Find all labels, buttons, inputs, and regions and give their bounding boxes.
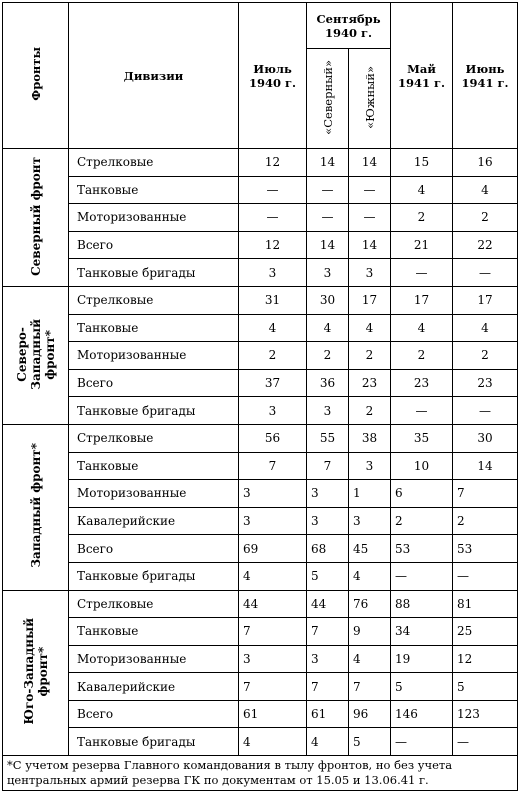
value-cell: 4 <box>453 176 518 204</box>
divisions-table <box>2 2 518 791</box>
value-cell: 3 <box>307 259 349 287</box>
division-type: Стрелковые <box>69 149 239 177</box>
division-type: Всего <box>69 231 239 259</box>
value-cell: — <box>453 259 518 287</box>
table-row <box>3 480 518 508</box>
value-cell: 4 <box>239 314 307 342</box>
table-header <box>3 3 518 149</box>
table-row <box>3 535 518 563</box>
table-row <box>3 424 518 452</box>
value-cell: 2 <box>307 342 349 370</box>
value-cell: 14 <box>307 231 349 259</box>
value-cell: 5 <box>307 562 349 590</box>
header-sep-north <box>307 49 349 149</box>
value-cell: 36 <box>307 369 349 397</box>
value-cell: 5 <box>391 673 453 701</box>
table-row <box>3 645 518 673</box>
value-cell: 2 <box>453 507 518 535</box>
value-cell: 2 <box>391 204 453 232</box>
front-name-cell <box>3 149 69 287</box>
value-cell: 3 <box>349 452 391 480</box>
value-cell: 3 <box>307 507 349 535</box>
table-row <box>3 507 518 535</box>
value-cell: 5 <box>453 673 518 701</box>
division-type: Танковые <box>69 176 239 204</box>
value-cell: 37 <box>239 369 307 397</box>
value-cell: 12 <box>239 231 307 259</box>
value-cell: 3 <box>239 507 307 535</box>
table-row <box>3 204 518 232</box>
value-cell: 14 <box>307 149 349 177</box>
value-cell: 4 <box>239 562 307 590</box>
division-type: Танковые <box>69 618 239 646</box>
value-cell: — <box>453 562 518 590</box>
value-cell: 14 <box>349 231 391 259</box>
value-cell: 3 <box>239 645 307 673</box>
table-row <box>3 314 518 342</box>
value-cell: 23 <box>453 369 518 397</box>
value-cell: — <box>453 397 518 425</box>
table-row <box>3 728 518 756</box>
value-cell: 123 <box>453 700 518 728</box>
value-cell: 7 <box>239 673 307 701</box>
front-name-cell <box>3 424 69 590</box>
value-cell: 96 <box>349 700 391 728</box>
value-cell: 23 <box>349 369 391 397</box>
value-cell: 14 <box>349 149 391 177</box>
division-type: Моторизованные <box>69 645 239 673</box>
value-cell: 45 <box>349 535 391 563</box>
value-cell: 7 <box>239 452 307 480</box>
value-cell: 2 <box>349 342 391 370</box>
header-jul-1940: Июль 1940 г. <box>239 3 307 149</box>
value-cell: 3 <box>307 645 349 673</box>
division-type: Всего <box>69 535 239 563</box>
division-type: Всего <box>69 369 239 397</box>
value-cell: 7 <box>349 673 391 701</box>
division-type: Моторизованные <box>69 480 239 508</box>
value-cell: 3 <box>239 259 307 287</box>
value-cell: — <box>391 562 453 590</box>
value-cell: 10 <box>391 452 453 480</box>
value-cell: — <box>391 259 453 287</box>
value-cell: 30 <box>453 424 518 452</box>
value-cell: — <box>307 204 349 232</box>
front-name-cell <box>3 590 69 756</box>
header-fronts <box>3 3 69 149</box>
table-row <box>3 231 518 259</box>
value-cell: 3 <box>307 397 349 425</box>
value-cell: — <box>391 397 453 425</box>
division-type: Танковые бригады <box>69 259 239 287</box>
division-type: Кавалерийские <box>69 507 239 535</box>
header-jun-1941: Июнь 1941 г. <box>453 3 518 149</box>
table-row <box>3 369 518 397</box>
table-row <box>3 618 518 646</box>
value-cell: — <box>239 204 307 232</box>
value-cell: 2 <box>453 204 518 232</box>
value-cell: 4 <box>349 645 391 673</box>
table-row <box>3 673 518 701</box>
value-cell: 4 <box>307 314 349 342</box>
value-cell: 56 <box>239 424 307 452</box>
front-name: Северо- Западный фронт* <box>14 318 57 390</box>
value-cell: — <box>349 176 391 204</box>
front-name: Северный фронт <box>28 156 43 276</box>
value-cell: 76 <box>349 590 391 618</box>
value-cell: 38 <box>349 424 391 452</box>
table-row <box>3 562 518 590</box>
division-type: Танковые <box>69 452 239 480</box>
table-row <box>3 452 518 480</box>
value-cell: 6 <box>391 480 453 508</box>
header-fronts-label: Фронты <box>28 47 43 101</box>
value-cell: 69 <box>239 535 307 563</box>
value-cell: 25 <box>453 618 518 646</box>
value-cell: 16 <box>453 149 518 177</box>
value-cell: 3 <box>239 480 307 508</box>
header-sep-south-label: «Южный» <box>362 65 377 129</box>
value-cell: 2 <box>239 342 307 370</box>
header-sep-north-label: «Северный» <box>320 59 335 135</box>
header-sep-south <box>349 49 391 149</box>
value-cell: 3 <box>349 259 391 287</box>
value-cell: 31 <box>239 286 307 314</box>
value-cell: 81 <box>453 590 518 618</box>
value-cell: 17 <box>391 286 453 314</box>
value-cell: 68 <box>307 535 349 563</box>
header-may-1941: Май 1941 г. <box>391 3 453 149</box>
division-type: Танковые <box>69 314 239 342</box>
value-cell: 7 <box>307 673 349 701</box>
value-cell: — <box>239 176 307 204</box>
value-cell: 23 <box>391 369 453 397</box>
table-row <box>3 259 518 287</box>
value-cell: 17 <box>453 286 518 314</box>
value-cell: 12 <box>453 645 518 673</box>
division-type: Танковые бригады <box>69 397 239 425</box>
value-cell: 22 <box>453 231 518 259</box>
value-cell: 17 <box>349 286 391 314</box>
division-type: Моторизованные <box>69 204 239 232</box>
value-cell: 19 <box>391 645 453 673</box>
division-type: Стрелковые <box>69 286 239 314</box>
value-cell: 55 <box>307 424 349 452</box>
value-cell: 146 <box>391 700 453 728</box>
value-cell: 4 <box>391 314 453 342</box>
divisions-table-container <box>2 2 517 791</box>
division-type: Танковые бригады <box>69 562 239 590</box>
value-cell: 2 <box>391 342 453 370</box>
value-cell: — <box>453 728 518 756</box>
value-cell: — <box>391 728 453 756</box>
value-cell: 2 <box>391 507 453 535</box>
value-cell: 3 <box>307 480 349 508</box>
value-cell: 30 <box>307 286 349 314</box>
value-cell: 12 <box>239 149 307 177</box>
value-cell: 4 <box>349 314 391 342</box>
value-cell: 1 <box>349 480 391 508</box>
value-cell: 2 <box>349 397 391 425</box>
value-cell: 3 <box>239 397 307 425</box>
division-type: Всего <box>69 700 239 728</box>
value-cell: 34 <box>391 618 453 646</box>
value-cell: 15 <box>391 149 453 177</box>
value-cell: 53 <box>453 535 518 563</box>
front-name: Юго-Западный фронт* <box>21 618 50 725</box>
table-body <box>3 149 518 756</box>
value-cell: 14 <box>453 452 518 480</box>
value-cell: — <box>307 176 349 204</box>
value-cell: 44 <box>239 590 307 618</box>
value-cell: 3 <box>349 507 391 535</box>
table-row <box>3 286 518 314</box>
footnote: *С учетом резерва Главного командования в тылу фронтов, но без учета центральных армий резерва ГК по документам от 15.05 и 13.06.41 г. <box>3 756 518 791</box>
value-cell: 44 <box>307 590 349 618</box>
value-cell: 4 <box>453 314 518 342</box>
value-cell: 7 <box>307 452 349 480</box>
table-row <box>3 590 518 618</box>
table-row <box>3 342 518 370</box>
table-row <box>3 700 518 728</box>
value-cell: — <box>349 204 391 232</box>
value-cell: 2 <box>453 342 518 370</box>
value-cell: 88 <box>391 590 453 618</box>
header-divisions: Дивизии <box>69 3 239 149</box>
value-cell: 4 <box>239 728 307 756</box>
value-cell: 61 <box>239 700 307 728</box>
table-row <box>3 397 518 425</box>
value-cell: 35 <box>391 424 453 452</box>
value-cell: 21 <box>391 231 453 259</box>
table-row <box>3 176 518 204</box>
division-type: Стрелковые <box>69 424 239 452</box>
division-type: Кавалерийские <box>69 673 239 701</box>
division-type: Моторизованные <box>69 342 239 370</box>
header-sep-1940: Сентябрь 1940 г. <box>307 3 391 49</box>
value-cell: 53 <box>391 535 453 563</box>
front-name: Западный фронт* <box>28 443 43 569</box>
value-cell: 9 <box>349 618 391 646</box>
value-cell: 7 <box>239 618 307 646</box>
value-cell: 4 <box>391 176 453 204</box>
division-type: Танковые бригады <box>69 728 239 756</box>
front-name-cell <box>3 286 69 424</box>
value-cell: 7 <box>453 480 518 508</box>
division-type: Стрелковые <box>69 590 239 618</box>
value-cell: 7 <box>307 618 349 646</box>
value-cell: 61 <box>307 700 349 728</box>
value-cell: 5 <box>349 728 391 756</box>
table-row <box>3 149 518 177</box>
value-cell: 4 <box>349 562 391 590</box>
value-cell: 4 <box>307 728 349 756</box>
